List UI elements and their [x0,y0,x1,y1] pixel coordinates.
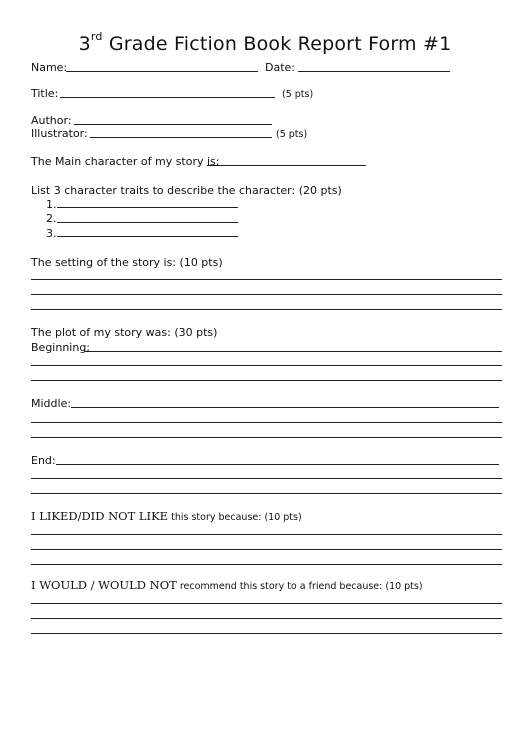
trait-number: 3. [46,227,57,240]
traits-prompt: List 3 character traits to describe the character: (20 pts) [31,184,342,197]
recommend-line[interactable] [31,618,502,619]
recommend-line[interactable] [31,633,502,634]
beginning-field[interactable] [84,351,502,352]
title-label: Title: [31,87,59,100]
name-label: Name: [31,61,68,74]
page-title [0,30,530,55]
setting-prompt: The setting of the story is: (10 pts) [31,256,223,269]
recommend-rest: recommend this story to a friend because: (10 pts) [176,581,423,592]
beginning-line[interactable] [31,380,502,381]
date-field[interactable] [298,71,450,72]
setting-line[interactable] [31,279,502,280]
main-character-field[interactable] [207,165,366,166]
trait-number: 1. [46,198,57,211]
end-line[interactable] [31,478,502,479]
illustrator-field[interactable] [90,137,272,138]
recommend-prompt [31,579,423,593]
trait-field-2[interactable] [57,222,238,223]
middle-field[interactable] [71,407,499,408]
liked-caps: I LIKED/DID NOT LIKE [31,509,169,523]
trait-number: 2. [46,212,57,225]
trait-field-1[interactable] [57,207,238,208]
title-grade-number: 3 [78,33,91,55]
author-field[interactable] [74,124,272,125]
middle-label: Middle: [31,397,72,410]
recommend-line[interactable] [31,603,502,604]
author-points: (5 pts) [276,129,308,140]
author-label: Author: [31,114,72,127]
recommend-caps: I WOULD / WOULD NOT [31,578,177,592]
beginning-label: Beginning: [31,341,91,354]
middle-line[interactable] [31,437,502,438]
name-field[interactable] [66,71,258,72]
end-field[interactable] [56,464,499,465]
liked-line[interactable] [31,534,502,535]
title-superscript: rd [90,30,103,43]
trait-field-3[interactable] [57,236,238,237]
plot-prompt: The plot of my story was: (30 pts) [31,326,218,339]
end-line[interactable] [31,493,502,494]
liked-line[interactable] [31,549,502,550]
middle-line[interactable] [31,422,502,423]
liked-rest: this story because: (10 pts) [168,512,302,523]
illustrator-label: Illustrator: [31,127,88,140]
date-label: Date: [265,61,295,74]
setting-line[interactable] [31,309,502,310]
setting-line[interactable] [31,294,502,295]
title-text: Grade Fiction Book Report Form #1 [108,33,452,55]
title-points: (5 pts) [282,89,314,100]
book-title-field[interactable] [60,97,275,98]
liked-line[interactable] [31,564,502,565]
liked-prompt [31,510,302,524]
end-label: End: [31,454,56,467]
beginning-line[interactable] [31,365,502,366]
main-character-label: The Main character of my story is: [31,155,220,168]
